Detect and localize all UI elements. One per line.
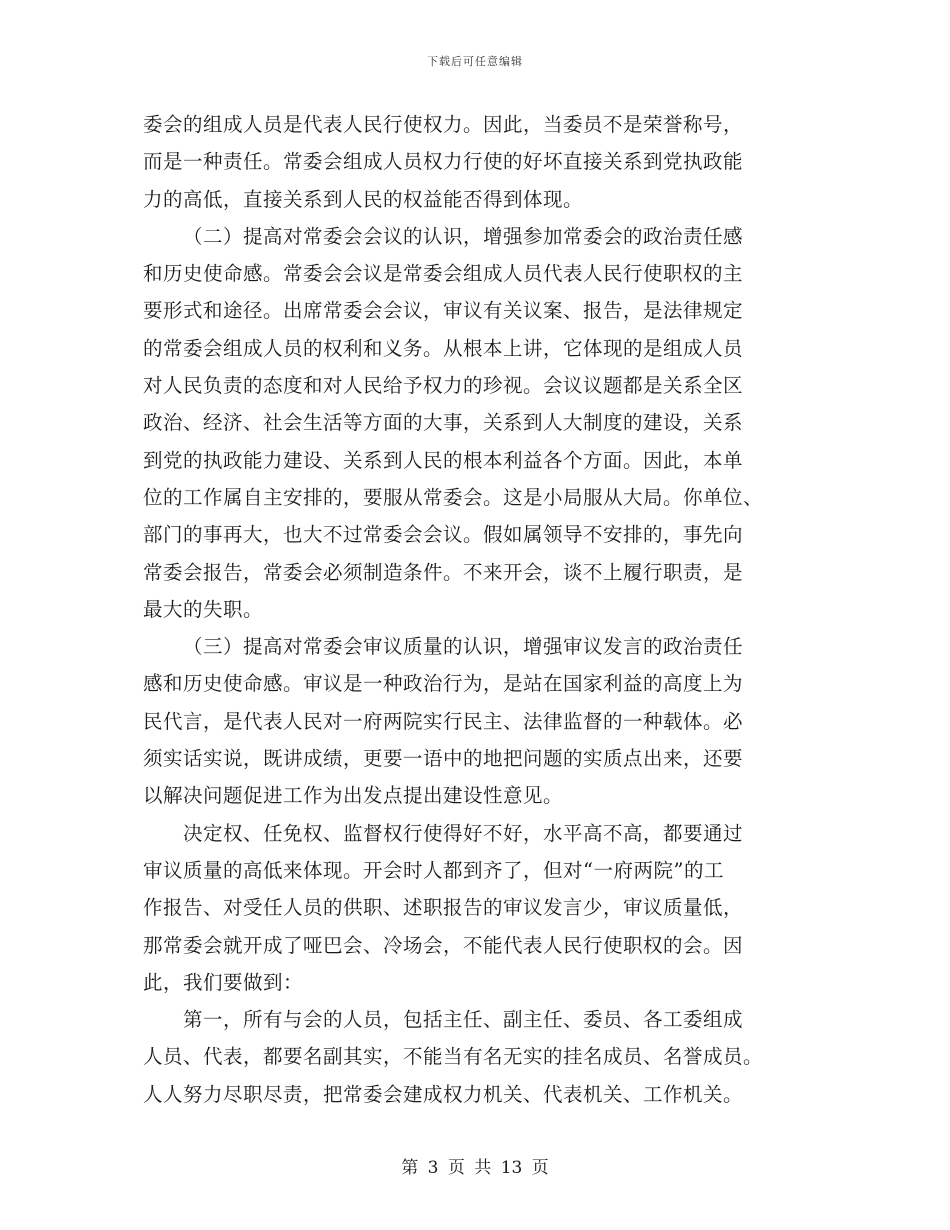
text-line: 而是一种责任。常委会组成人员权力行使的好坏直接关系到党执政能 — [143, 150, 744, 174]
text-line: 第一，所有与会的人员，包括主任、副主任、委员、各工委组成 — [183, 1008, 744, 1032]
text-line: 要形式和途径。出席常委会会议，审议有关议案、报告，是法律规定 — [143, 299, 744, 323]
text-line: 以解决问题促进工作为出发点提出建设性意见。 — [143, 784, 564, 808]
text-line: 部门的事再大，也大不过常委会会议。假如属领导不安排的，事先向 — [143, 523, 744, 547]
text-line: 人员、代表，都要名副其实，不能当有名无实的挂名成员、名誉成员。 — [143, 1045, 764, 1069]
text-line: 民代言，是代表人民对一府两院实行民主、法律监督的一种载体。必 — [143, 709, 744, 733]
text-line: 常委会报告，常委会必须制造条件。不来开会，谈不上履行职责，是 — [143, 560, 744, 584]
text-line: 的常委会组成人员的权利和义务。从根本上讲，它体现的是组成人员 — [143, 336, 744, 360]
text-line: 对人民负责的态度和对人民给予权力的珍视。会议议题都是关系全区 — [143, 374, 744, 398]
text-line: 作报告、对受任人员的供职、述职报告的审议发言少，审议质量低， — [143, 896, 744, 920]
text-line: 审议质量的高低来体现。开会时人都到齐了，但对“一府两院”的工 — [143, 858, 724, 882]
text-line: 感和历史使命感。审议是一种政治行为，是站在国家利益的高度上为 — [143, 672, 744, 696]
text-line: 政治、经济、社会生活等方面的大事，关系到人大制度的建设，关系 — [143, 411, 744, 435]
paragraph — [143, 628, 823, 814]
text-line: 决定权、任免权、监督权行使得好不好，水平高不高，都要通过 — [183, 821, 744, 845]
paragraph — [143, 815, 823, 1001]
text-line: （二）提高对常委会会议的认识，增强参加常委会的政治责任感 — [183, 224, 744, 248]
document-body — [143, 106, 823, 1113]
page-number-footer: 第 3 页 共 13 页 — [401, 1158, 549, 1178]
paragraph — [143, 218, 823, 628]
text-line: 须实话实说，既讲成绩，更要一语中的地把问题的实质点出来，还要 — [143, 747, 744, 771]
page-header: 下载后可任意编辑 — [427, 55, 523, 68]
paragraph — [143, 106, 823, 218]
text-line: 到党的执政能力建设、关系到人民的根本利益各个方面。因此，本单 — [143, 448, 744, 472]
text-line: 最大的失职。 — [143, 597, 264, 621]
text-line: 力的高低，直接关系到人民的权益能否得到体现。 — [143, 187, 584, 211]
text-line: 和历史使命感。常委会会议是常委会组成人员代表人民行使职权的主 — [143, 262, 744, 286]
text-line: 位的工作属自主安排的，要服从常委会。这是小局服从大局。你单位、 — [143, 485, 764, 509]
paragraph — [143, 1001, 823, 1113]
text-line: 人人努力尽职尽责，把常委会建成权力机关、代表机关、工作机关。 — [143, 1082, 744, 1106]
text-line: 那常委会就开成了哑巴会、冷场会，不能代表人民行使职权的会。因 — [143, 933, 744, 957]
text-line: 此，我们要做到： — [143, 970, 304, 994]
text-line: 委会的组成人员是代表人民行使权力。因此，当委员不是荣誉称号， — [143, 113, 744, 136]
text-line: （三）提高对常委会审议质量的认识，增强审议发言的政治责任 — [183, 635, 744, 659]
